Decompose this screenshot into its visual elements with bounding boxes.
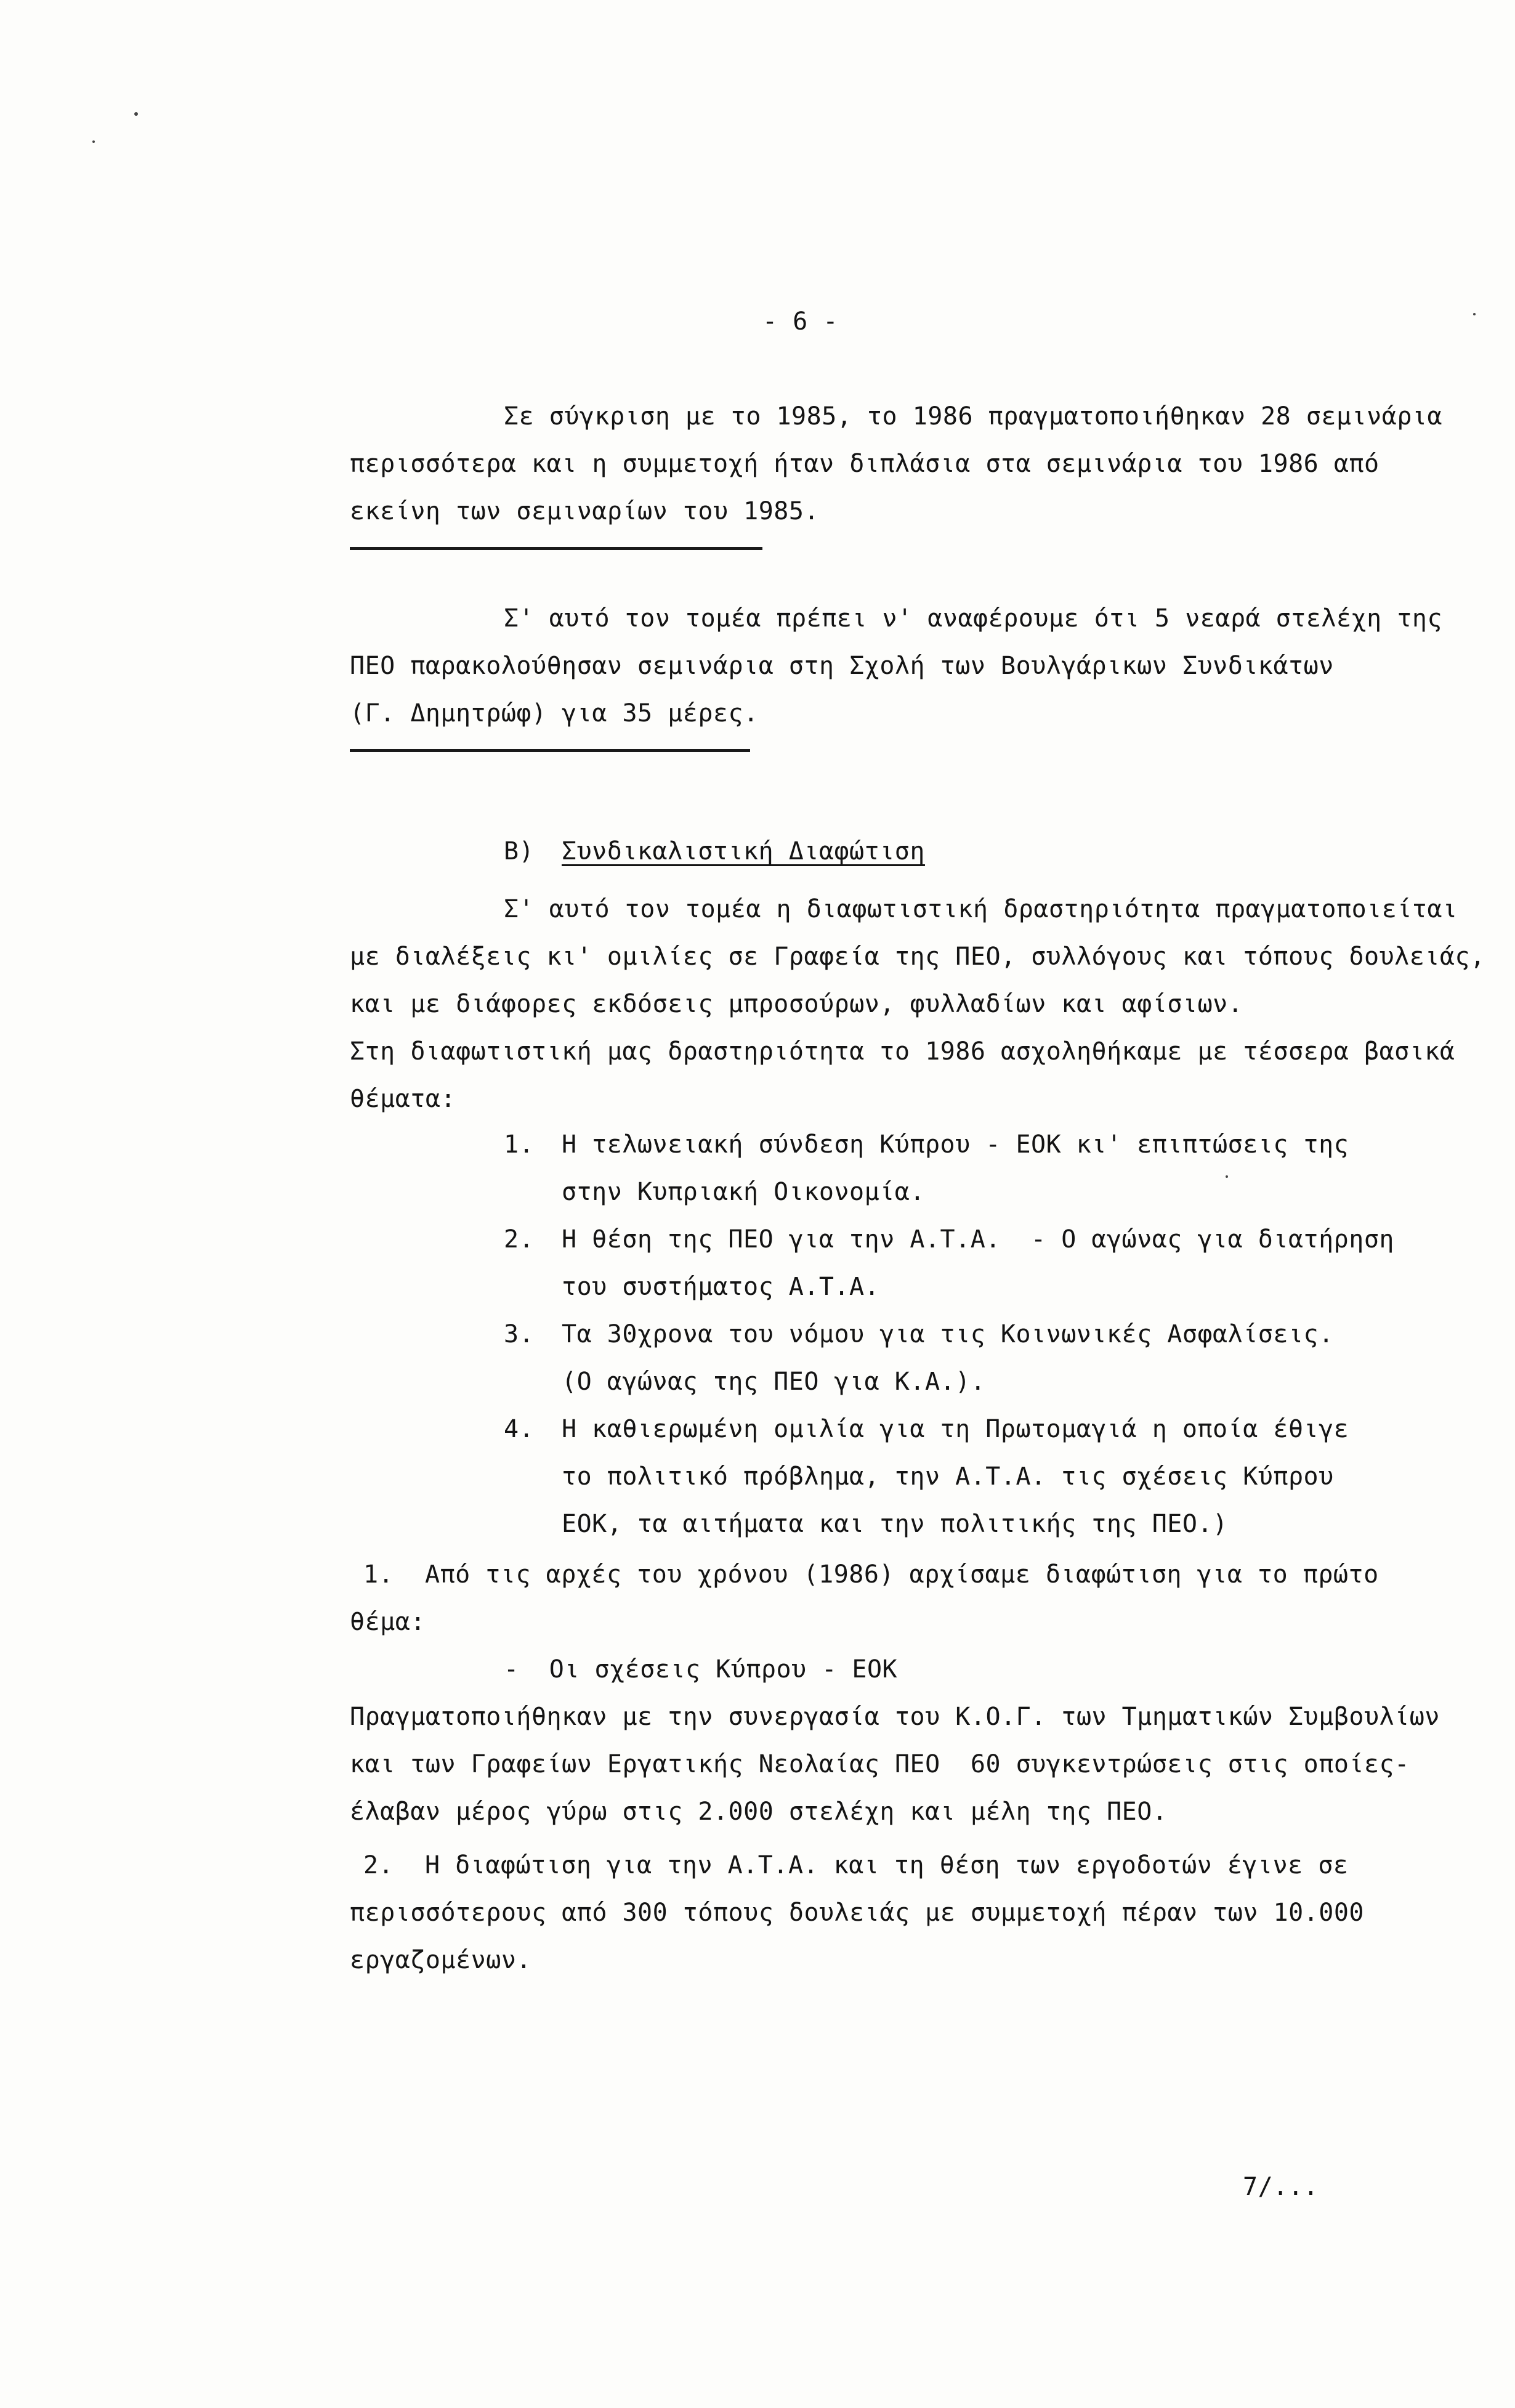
item2-line-2: περισσότερους από 300 τόπους δουλειάς με συμμετοχή πέραν των 10.000 <box>350 1899 1364 1927</box>
section-heading: Συνδικαλιστική Διαφώτιση <box>562 837 925 866</box>
topic-3-line-1: Τα 30χρονα του νόμου για τις Κοινωνικές Ασφαλίσεις. <box>562 1320 1334 1348</box>
item2-number: 2. <box>363 1851 394 1879</box>
scan-speck <box>1473 313 1476 315</box>
topic-1-number: 1. <box>504 1130 535 1159</box>
topic-4-line-1: Η καθιερωμένη ομιλία για τη Πρωτομαγιά η οποία έθιγε <box>562 1415 1349 1443</box>
para3-line-2: με διαλέξεις κι' ομιλίες σε Γραφεία της ΠΕΟ, συλλόγους και τόπους δουλειάς, <box>350 943 1485 971</box>
para1-line-1: Σε σύγκριση με το 1985, το 1986 πραγματοποιήθηκαν 28 σεμινάρια <box>504 402 1443 431</box>
para3-line-1: Σ' αυτό τον τομέα η διαφωτιστική δραστηριότητα πραγματοποιείται <box>504 895 1458 923</box>
topic-3-line-2: (Ο αγώνας της ΠΕΟ για Κ.Α.). <box>562 1368 986 1396</box>
section-label: Β) <box>504 837 535 866</box>
divider-rule-2 <box>350 749 750 752</box>
item1-dash-item: - Οι σχέσεις Κύπρου - ΕΟΚ <box>504 1655 898 1684</box>
scan-speck <box>134 112 138 116</box>
item1-body-line-1: Πραγματοποιήθηκαν με την συνεργασία του Κ.Ο.Γ. των Τμηματικών Συμβουλίων <box>350 1703 1440 1731</box>
para3-line-4: Στη διαφωτιστική μας δραστηριότητα το 1986 ασχοληθήκαμε με τέσσερα βασικά <box>350 1037 1455 1066</box>
divider-rule-1 <box>350 547 762 550</box>
topic-3-number: 3. <box>504 1320 535 1348</box>
item1-line-1: Από τις αρχές του χρόνου (1986) αρχίσαμε διαφώτιση για το πρώτο <box>425 1560 1379 1589</box>
topic-1-line-2: στην Κυπριακή Οικονομία. <box>562 1178 925 1206</box>
topic-2-line-2: του συστήματος Α.Τ.Α. <box>562 1273 880 1301</box>
item1-body-line-2: και των Γραφείων Εργατικής Νεολαίας ΠΕΟ 60 συγκεντρώσεις στις οποίες- <box>350 1750 1410 1778</box>
para3-line-3: και με διάφορες εκδόσεις μπροσούρων, φυλλαδίων και αφίσιων. <box>350 990 1243 1018</box>
para2-line-2: ΠΕΟ παρακολούθησαν σεμινάρια στη Σχολή των Βουλγάρικων Συνδικάτων <box>350 652 1334 680</box>
topic-1-line-1: Η τελωνειακή σύνδεση Κύπρου - ΕΟΚ κι' επιπτώσεις της <box>562 1130 1349 1159</box>
continuation-marker: 7/... <box>1243 2173 1319 2201</box>
topic-2-line-1: Η θέση της ΠΕΟ για την Α.Τ.Α. - Ο αγώνας για διατήρηση <box>562 1225 1395 1254</box>
para3-line-5: θέματα: <box>350 1085 456 1113</box>
scan-speck <box>1226 1175 1228 1178</box>
para2-line-3: (Γ. Δημητρώφ) για 35 μέρες. <box>350 699 759 728</box>
item1-number: 1. <box>363 1560 394 1589</box>
topic-4-line-3: ΕΟΚ, τα αιτήματα και την πολιτικής της ΠΕΟ.) <box>562 1510 1228 1538</box>
scan-speck <box>92 140 95 143</box>
para1-line-3: εκείνη των σεμιναρίων του 1985. <box>350 497 820 525</box>
topic-2-number: 2. <box>504 1225 535 1254</box>
page-number: - 6 - <box>762 307 838 336</box>
item2-line-1: Η διαφώτιση για την Α.Τ.Α. και τη θέση των εργοδοτών έγινε σε <box>425 1851 1349 1879</box>
para1-line-2: περισσότερα και η συμμετοχή ήταν διπλάσια στα σεμινάρια του 1986 από <box>350 450 1380 478</box>
item2-line-3: εργαζομένων. <box>350 1946 531 1974</box>
para2-line-1: Σ' αυτό τον τομέα πρέπει ν' αναφέρουμε ότι 5 νεαρά στελέχη της <box>504 604 1443 633</box>
topic-4-line-2: το πολιτικό πρόβλημα, την Α.Τ.Α. τις σχέσεις Κύπρου <box>562 1462 1334 1491</box>
topic-4-number: 4. <box>504 1415 535 1443</box>
item1-line-2: θέμα: <box>350 1608 426 1636</box>
item1-body-line-3: έλαβαν μέρος γύρω στις 2.000 στελέχη και μέλη της ΠΕΟ. <box>350 1798 1168 1826</box>
